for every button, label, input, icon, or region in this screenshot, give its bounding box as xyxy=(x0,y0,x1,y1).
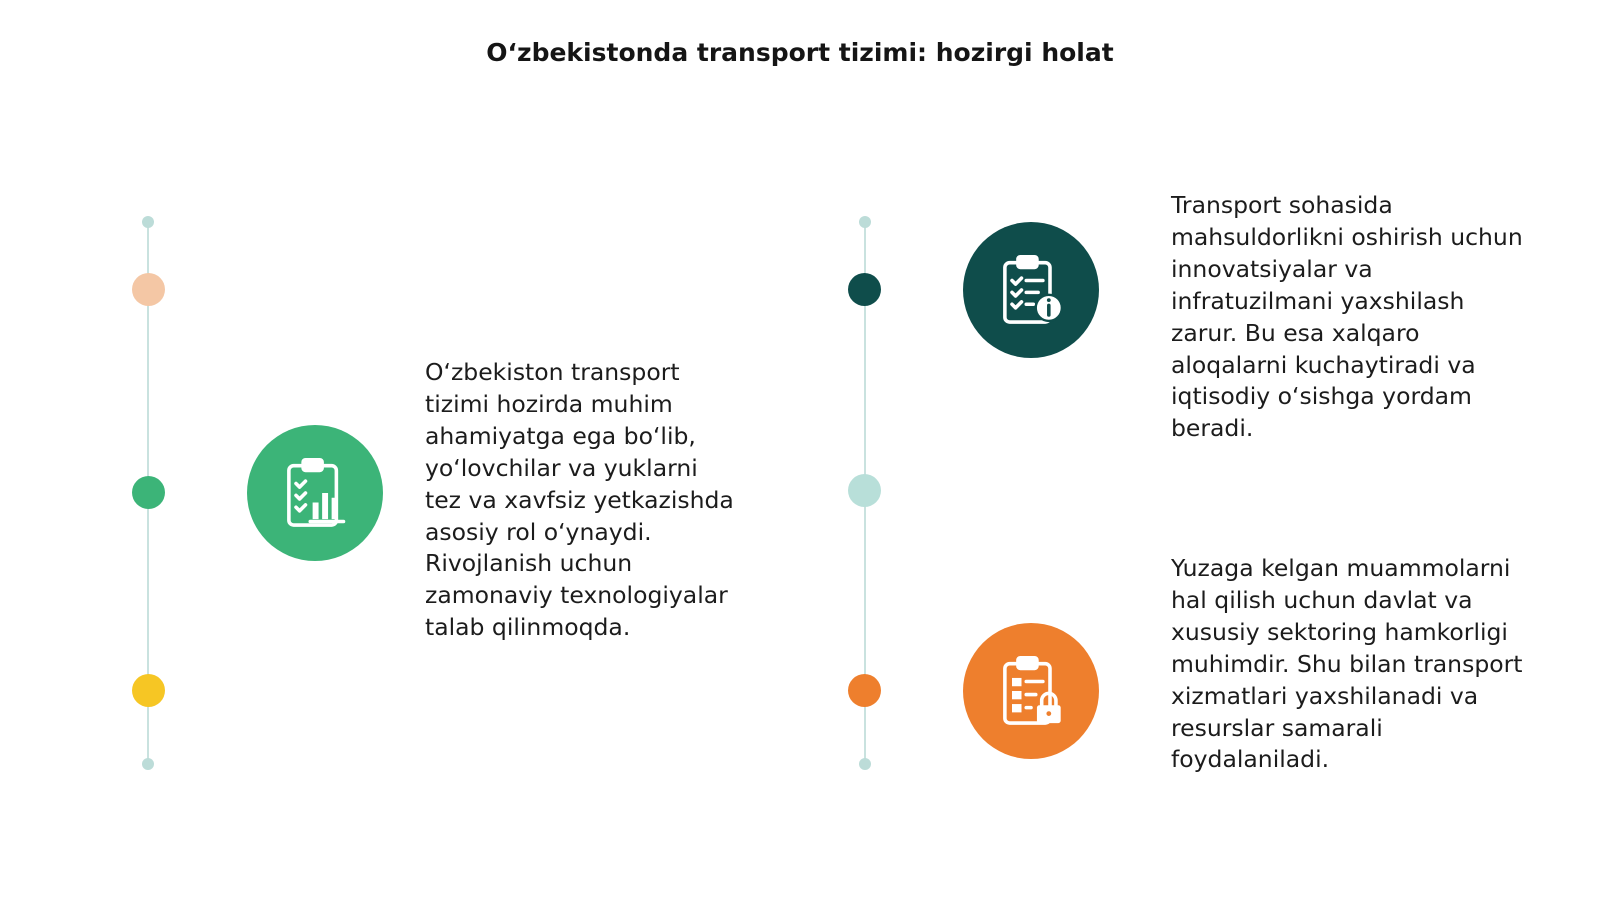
timeline-node-light-teal xyxy=(848,474,881,507)
timeline-node-orange xyxy=(848,674,881,707)
timeline-node-peach xyxy=(132,273,165,306)
icon-circle-green xyxy=(247,425,383,561)
timeline-end-dot xyxy=(142,216,154,228)
timeline-end-dot xyxy=(859,758,871,770)
timeline-node-dark-teal xyxy=(848,273,881,306)
timeline-node-green xyxy=(132,476,165,509)
clipboard-chart-icon xyxy=(277,455,353,531)
item-text-2: Transport sohasida mahsuldorlikni oshirish uchun innovatsiyalar va infratuzilmani yaxshilash zarur. Bu esa xalqaro aloqalarni kuchaytiradi va iqtisodiy o‘sishga yordam beradi. xyxy=(1171,191,1523,443)
item-text-1: O‘zbekiston transport tizimi hozirda muhim ahamiyatga ega bo‘lib, yo‘lovchilar va yuklarni tez va xavfsiz yetkazishda asosiy rol o‘ynaydi. Rivojlanish uchun zamonaviy texnologiyalar talab qilinmoqda. xyxy=(425,358,734,642)
icon-circle-orange xyxy=(963,623,1099,759)
timeline-end-dot xyxy=(859,216,871,228)
timeline-node-yellow xyxy=(132,674,165,707)
timeline-end-dot xyxy=(142,758,154,770)
item-text-3: Yuzaga kelgan muammolarni hal qilish uchun davlat va xususiy sektoring hamkorligi muhimdir. Shu bilan transport xizmatlari yaxshilanadi va resurslar samarali foydalaniladi. xyxy=(1171,554,1523,774)
clipboard-info-icon xyxy=(993,252,1069,328)
clipboard-lock-icon xyxy=(993,653,1069,729)
page-title: O‘zbekistonda transport tizimi: hozirgi holat xyxy=(486,38,1114,67)
icon-circle-dark-teal xyxy=(963,222,1099,358)
